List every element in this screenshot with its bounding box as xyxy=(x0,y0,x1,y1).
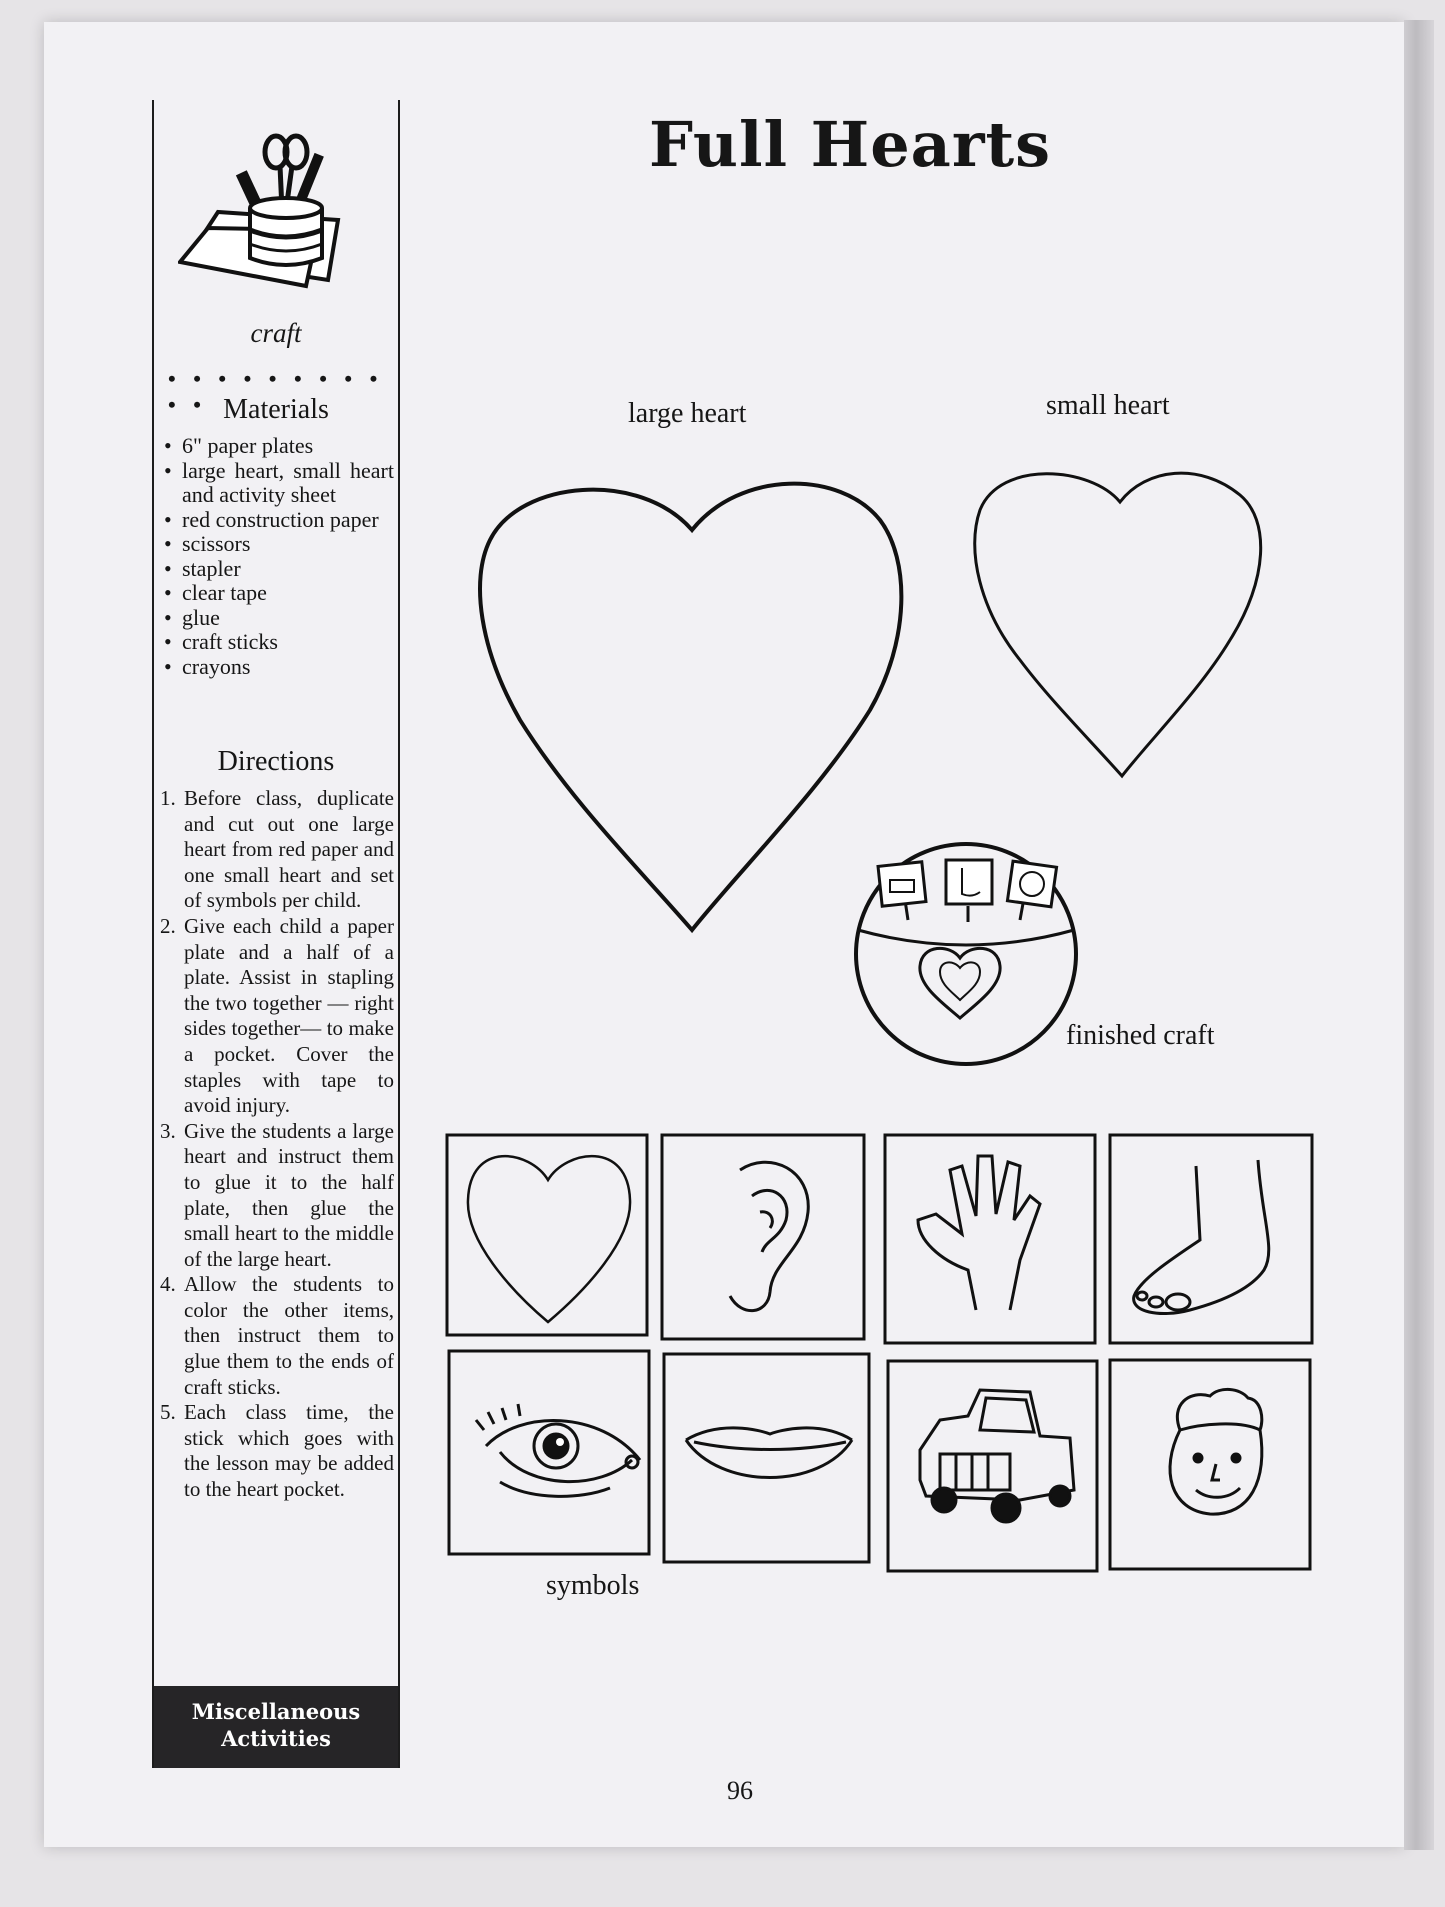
list-item: • red construction paper xyxy=(162,508,394,533)
list-item: • stapler xyxy=(162,557,394,582)
symbols-label: symbols xyxy=(546,1570,640,1601)
small-heart-outline xyxy=(975,473,1261,776)
materials-heading: Materials xyxy=(223,394,329,425)
direction-step: 5. Each class time, the stick which goes with the lesson may be added to the heart pocket. xyxy=(160,1400,394,1502)
list-item: • scissors xyxy=(162,532,394,557)
page-number: 96 xyxy=(727,1776,753,1805)
list-item: • crayons xyxy=(162,655,394,680)
dotted-divider: • • • • • • • • • • • xyxy=(168,366,384,417)
direction-step: 3. Give the students a large heart and instruct them to glue it to the half plate, then glue the small heart to the middle of the large heart. xyxy=(160,1118,394,1271)
list-item: • clear tape xyxy=(162,581,394,606)
footer-line-2: Activities xyxy=(221,1726,331,1751)
large-heart-label: large heart xyxy=(628,398,747,429)
finished-craft-illustration xyxy=(856,844,1076,1064)
list-item: • glue xyxy=(162,606,394,631)
small-heart-label: small heart xyxy=(1046,390,1170,421)
footer-line-1: Miscellaneous xyxy=(191,1699,361,1724)
large-heart-outline xyxy=(480,484,901,930)
list-item: • large heart, small heart and activity sheet xyxy=(162,459,394,508)
direction-step: 1. Before class, duplicate and cut out one large heart from red paper and one small heart and set of symbols per child. xyxy=(160,786,394,913)
symbols-grid xyxy=(447,1135,1312,1571)
category-label: craft xyxy=(250,318,302,348)
list-item: • craft sticks xyxy=(162,630,394,655)
list-item: • 6" paper plates xyxy=(162,434,394,459)
direction-step: 4. Allow the students to color the other items, then instruct them to glue them to the ends of craft sticks. xyxy=(160,1272,394,1399)
direction-step: 2. Give each child a paper plate and a half of a plate. Assist in stapling the two together — right sides together— to make a pocket. Cover the staples with tape to avoid injury. xyxy=(160,913,394,1118)
finished-craft-label: finished craft xyxy=(1066,1020,1215,1051)
page-title: Full Hearts xyxy=(648,108,1052,181)
directions-heading: Directions xyxy=(217,746,335,777)
